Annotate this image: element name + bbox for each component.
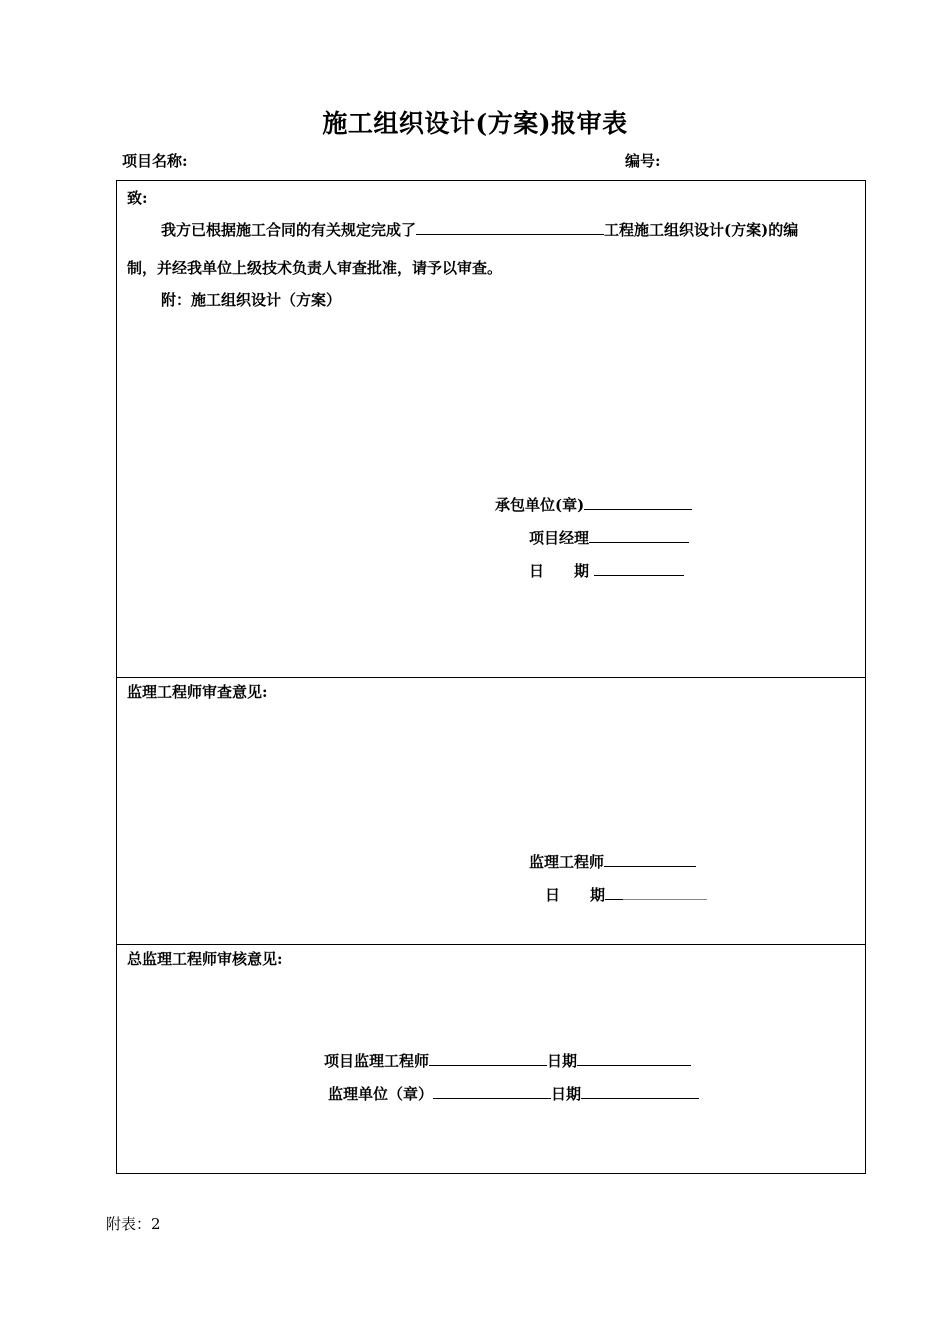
date-label-4: 日期 [551,1085,582,1103]
date-label-2: 日 期 [545,886,606,904]
body-text-part2: 工程施工组织设计(方案)的编 [604,221,799,239]
to-label: 致: [127,189,148,207]
engineer-blank[interactable] [604,852,696,867]
date-blank-2b[interactable] [623,885,707,900]
appendix-label: 附表：2 [106,1215,161,1233]
project-name-label: 项目名称: [122,152,188,170]
form-table [116,180,866,1174]
manager-blank[interactable] [589,528,689,543]
date-row-1 [529,560,684,581]
body-line-1 [161,219,798,240]
date-blank-4[interactable] [581,1084,699,1099]
project-engineer-label: 项目监理工程师 [324,1052,430,1070]
form-title: 施工组织设计(方案)报审表 [322,109,628,138]
body-line-2: 制，并经我单位上级技术负责人审查批准，请予以审查。 [127,259,503,277]
engineer-review-heading: 监理工程师审查意见: [127,683,268,701]
project-engineer-row [324,1050,691,1071]
body-text-part1: 我方已根据施工合同的有关规定完成了 [161,221,417,239]
contractor-signature-row [495,494,692,515]
date-blank-2a[interactable] [605,885,623,900]
supervision-unit-label: 监理单位（章） [328,1085,434,1103]
date-label-1: 日 期 [529,562,590,580]
number-label: 编号: [625,152,661,170]
attachment-label: 附：施工组织设计（方案） [161,291,342,309]
engineer-label: 监理工程师 [529,853,605,871]
engineer-signature-row [529,851,696,872]
submission-section [117,181,865,678]
manager-label: 项目经理 [529,529,590,547]
project-name-blank[interactable] [416,220,604,235]
supervision-unit-blank[interactable] [433,1084,551,1099]
contractor-label: 承包单位(章) [495,496,585,514]
supervision-unit-row [328,1083,699,1104]
chief-engineer-review-section [117,944,865,1173]
date-blank-3[interactable] [577,1051,691,1066]
date-label-3: 日期 [547,1052,578,1070]
project-engineer-blank[interactable] [429,1051,547,1066]
contractor-blank[interactable] [584,495,692,510]
engineer-review-section [117,677,865,945]
date-row-2 [545,884,707,905]
chief-review-heading: 总监理工程师审核意见: [127,950,283,968]
date-blank-1[interactable] [594,561,684,576]
manager-signature-row [529,527,689,548]
